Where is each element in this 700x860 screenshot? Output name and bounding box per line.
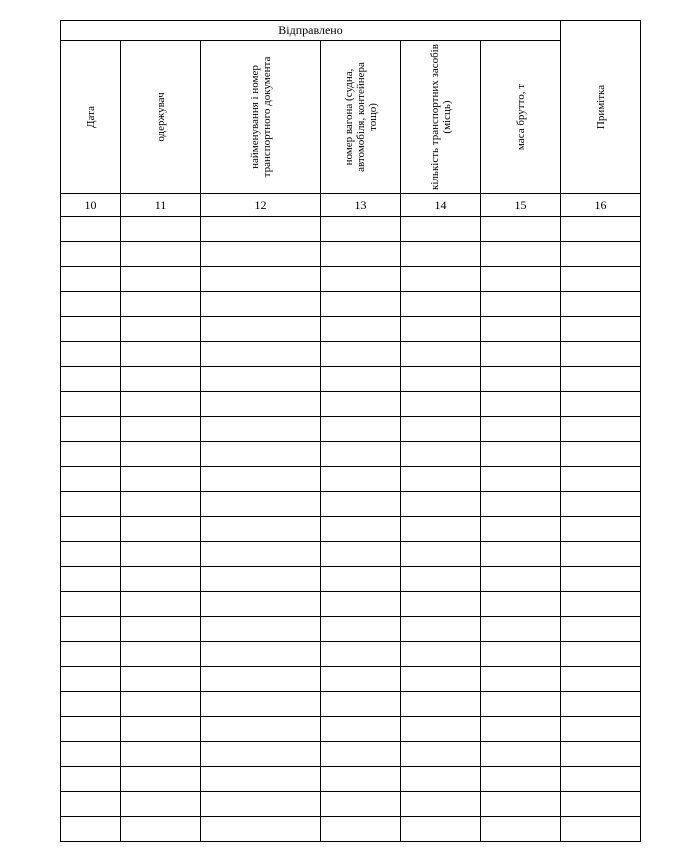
table-cell — [321, 717, 401, 742]
table-cell — [121, 392, 201, 417]
table-cell — [561, 292, 641, 317]
table-cell — [61, 492, 121, 517]
table-cell — [61, 392, 121, 417]
table-cell — [61, 267, 121, 292]
column-header-note-label: Примітка — [594, 84, 607, 130]
table-cell — [561, 492, 641, 517]
table-cell — [561, 467, 641, 492]
table-cell — [321, 517, 401, 542]
table-cell — [121, 567, 201, 592]
column-header-recipient — [121, 41, 201, 194]
table-cell — [61, 817, 121, 842]
table-row — [61, 492, 641, 517]
table-cell — [561, 742, 641, 767]
table-row — [61, 542, 641, 567]
table-cell — [561, 792, 641, 817]
table-cell — [561, 767, 641, 792]
table-row — [61, 342, 641, 367]
column-number: 11 — [121, 194, 201, 217]
table-cell — [121, 417, 201, 442]
table-cell — [201, 317, 321, 342]
table-cell — [321, 792, 401, 817]
table-cell — [121, 817, 201, 842]
table-row — [61, 742, 641, 767]
table-cell — [121, 542, 201, 567]
column-header-date-label: Дата — [84, 106, 97, 128]
column-number: 14 — [401, 194, 481, 217]
table-cell — [121, 217, 201, 242]
table-cell — [121, 742, 201, 767]
table-row — [61, 717, 641, 742]
table-cell — [61, 567, 121, 592]
table-cell — [401, 542, 481, 567]
table-cell — [481, 342, 561, 367]
table-cell — [321, 742, 401, 767]
table-cell — [321, 617, 401, 642]
table-cell — [201, 617, 321, 642]
table-row — [61, 242, 641, 267]
column-header-transport-document-label: найменування і номер транспортного документа — [248, 56, 273, 178]
table-cell — [61, 592, 121, 617]
table-cell — [121, 692, 201, 717]
table-row — [61, 417, 641, 442]
table-cell — [201, 417, 321, 442]
column-header-vehicle-number — [321, 41, 401, 194]
table-cell — [481, 767, 561, 792]
table-cell — [121, 592, 201, 617]
table-cell — [201, 242, 321, 267]
table-cell — [201, 642, 321, 667]
table-cell — [61, 317, 121, 342]
dispatch-register-table — [60, 20, 641, 842]
table-cell — [481, 417, 561, 442]
table-cell — [561, 542, 641, 567]
column-number: 12 — [201, 194, 321, 217]
column-number: 13 — [321, 194, 401, 217]
column-number: 16 — [561, 194, 641, 217]
table-cell — [321, 267, 401, 292]
table-row — [61, 467, 641, 492]
table-cell — [61, 292, 121, 317]
table-cell — [201, 217, 321, 242]
table-cell — [201, 767, 321, 792]
table-cell — [481, 817, 561, 842]
table-cell — [61, 367, 121, 392]
table-row — [61, 292, 641, 317]
table-cell — [481, 467, 561, 492]
table-cell — [401, 567, 481, 592]
table-cell — [201, 692, 321, 717]
table-cell — [401, 767, 481, 792]
table-cell — [201, 817, 321, 842]
table-cell — [121, 667, 201, 692]
table-cell — [561, 317, 641, 342]
table-cell — [481, 292, 561, 317]
table-cell — [401, 392, 481, 417]
column-header-note — [561, 21, 641, 194]
table-cell — [401, 242, 481, 267]
table-cell — [121, 617, 201, 642]
table-cell — [481, 242, 561, 267]
column-header-recipient-label: одержувач — [154, 92, 167, 142]
table-cell — [401, 267, 481, 292]
table-cell — [561, 392, 641, 417]
table-cell — [561, 342, 641, 367]
table-cell — [481, 542, 561, 567]
table-cell — [481, 742, 561, 767]
table-cell — [401, 517, 481, 542]
column-number: 15 — [481, 194, 561, 217]
table-cell — [401, 617, 481, 642]
column-header-vehicle-number-label: номер вагона (судна, автомобіля, контейнера тощо) — [342, 62, 379, 172]
table-row — [61, 667, 641, 692]
table-row — [61, 692, 641, 717]
table-cell — [401, 792, 481, 817]
table-cell — [201, 292, 321, 317]
table-cell — [561, 692, 641, 717]
table-row — [61, 567, 641, 592]
table-row — [61, 792, 641, 817]
table-cell — [321, 492, 401, 517]
table-cell — [561, 817, 641, 842]
table-cell — [321, 567, 401, 592]
table-cell — [201, 667, 321, 692]
table-cell — [121, 267, 201, 292]
table-cell — [61, 442, 121, 467]
column-header-date — [61, 41, 121, 194]
table-cell — [481, 592, 561, 617]
table-cell — [561, 217, 641, 242]
table-cell — [401, 417, 481, 442]
table-cell — [481, 267, 561, 292]
table-cell — [401, 467, 481, 492]
table-cell — [481, 667, 561, 692]
table-cell — [401, 367, 481, 392]
table-cell — [61, 767, 121, 792]
table-cell — [321, 417, 401, 442]
table-row — [61, 267, 641, 292]
column-header-gross-weight — [481, 41, 561, 194]
table-row — [61, 517, 641, 542]
table-cell — [401, 442, 481, 467]
table-cell — [481, 567, 561, 592]
table-cell — [401, 292, 481, 317]
table-cell — [61, 417, 121, 442]
table-cell — [61, 617, 121, 642]
table-cell — [321, 767, 401, 792]
group-header-dispatched: Відправлено — [61, 21, 561, 41]
table-row — [61, 392, 641, 417]
table-cell — [201, 392, 321, 417]
table-cell — [201, 592, 321, 617]
table-cell — [321, 667, 401, 692]
table-cell — [201, 367, 321, 392]
table-cell — [561, 617, 641, 642]
table-cell — [401, 642, 481, 667]
table-cell — [121, 767, 201, 792]
table-cell — [481, 442, 561, 467]
table-cell — [201, 442, 321, 467]
table-cell — [321, 367, 401, 392]
table-cell — [401, 492, 481, 517]
table-cell — [121, 242, 201, 267]
table-cell — [61, 642, 121, 667]
table-cell — [481, 692, 561, 717]
table-cell — [481, 367, 561, 392]
table-cell — [121, 717, 201, 742]
table-cell — [61, 667, 121, 692]
table-cell — [321, 467, 401, 492]
table-cell — [61, 542, 121, 567]
column-header-vehicle-count-label: кількість транспортних засобів (місць) — [428, 44, 453, 190]
table-cell — [481, 492, 561, 517]
table-row — [61, 817, 641, 842]
table-cell — [561, 517, 641, 542]
table-cell — [401, 667, 481, 692]
table-row — [61, 767, 641, 792]
table-cell — [201, 792, 321, 817]
column-header-vehicle-count — [401, 41, 481, 194]
table-cell — [61, 717, 121, 742]
table-cell — [121, 442, 201, 467]
table-cell — [61, 467, 121, 492]
table-cell — [201, 717, 321, 742]
table-row — [61, 592, 641, 617]
table-cell — [321, 392, 401, 417]
column-header-transport-document — [201, 41, 321, 194]
table-cell — [481, 642, 561, 667]
table-cell — [61, 792, 121, 817]
table-cell — [321, 817, 401, 842]
table-cell — [321, 217, 401, 242]
table-cell — [401, 717, 481, 742]
table-cell — [321, 442, 401, 467]
table-cell — [481, 317, 561, 342]
table-cell — [201, 742, 321, 767]
table-cell — [561, 567, 641, 592]
table-cell — [121, 292, 201, 317]
table-cell — [481, 617, 561, 642]
table-cell — [481, 792, 561, 817]
table-row — [61, 317, 641, 342]
table-cell — [481, 392, 561, 417]
table-cell — [481, 217, 561, 242]
table-cell — [561, 267, 641, 292]
table-row — [61, 217, 641, 242]
table-cell — [61, 342, 121, 367]
table-row — [61, 642, 641, 667]
table-cell — [61, 242, 121, 267]
table-cell — [121, 367, 201, 392]
table-cell — [321, 542, 401, 567]
table-cell — [121, 517, 201, 542]
table-cell — [401, 692, 481, 717]
table-cell — [201, 542, 321, 567]
table-cell — [401, 742, 481, 767]
table-cell — [321, 317, 401, 342]
table-cell — [61, 742, 121, 767]
table-cell — [481, 717, 561, 742]
table-cell — [561, 592, 641, 617]
table-row — [61, 442, 641, 467]
column-number-row — [61, 194, 641, 217]
table-cell — [61, 217, 121, 242]
table-cell — [201, 567, 321, 592]
table-cell — [561, 242, 641, 267]
table-cell — [121, 317, 201, 342]
table-cell — [201, 267, 321, 292]
table-cell — [201, 517, 321, 542]
table-cell — [61, 517, 121, 542]
table-cell — [121, 342, 201, 367]
table-cell — [121, 467, 201, 492]
table-cell — [201, 492, 321, 517]
table-cell — [401, 217, 481, 242]
table-cell — [561, 642, 641, 667]
table-cell — [321, 342, 401, 367]
table-cell — [321, 592, 401, 617]
column-header-gross-weight-label: маса брутто, т — [514, 83, 527, 151]
table-cell — [561, 717, 641, 742]
table-cell — [321, 292, 401, 317]
table-cell — [561, 417, 641, 442]
table-row — [61, 367, 641, 392]
table-cell — [401, 317, 481, 342]
table-cell — [321, 692, 401, 717]
table-cell — [401, 817, 481, 842]
table-cell — [481, 517, 561, 542]
column-number: 10 — [61, 194, 121, 217]
table-cell — [121, 642, 201, 667]
table-cell — [561, 442, 641, 467]
table-cell — [401, 342, 481, 367]
table-cell — [561, 367, 641, 392]
table-cell — [321, 242, 401, 267]
table-cell — [401, 592, 481, 617]
table-cell — [121, 792, 201, 817]
table-cell — [121, 492, 201, 517]
table-cell — [61, 692, 121, 717]
table-cell — [561, 667, 641, 692]
table-cell — [201, 342, 321, 367]
table-cell — [321, 642, 401, 667]
table-row — [61, 617, 641, 642]
table-cell — [201, 467, 321, 492]
